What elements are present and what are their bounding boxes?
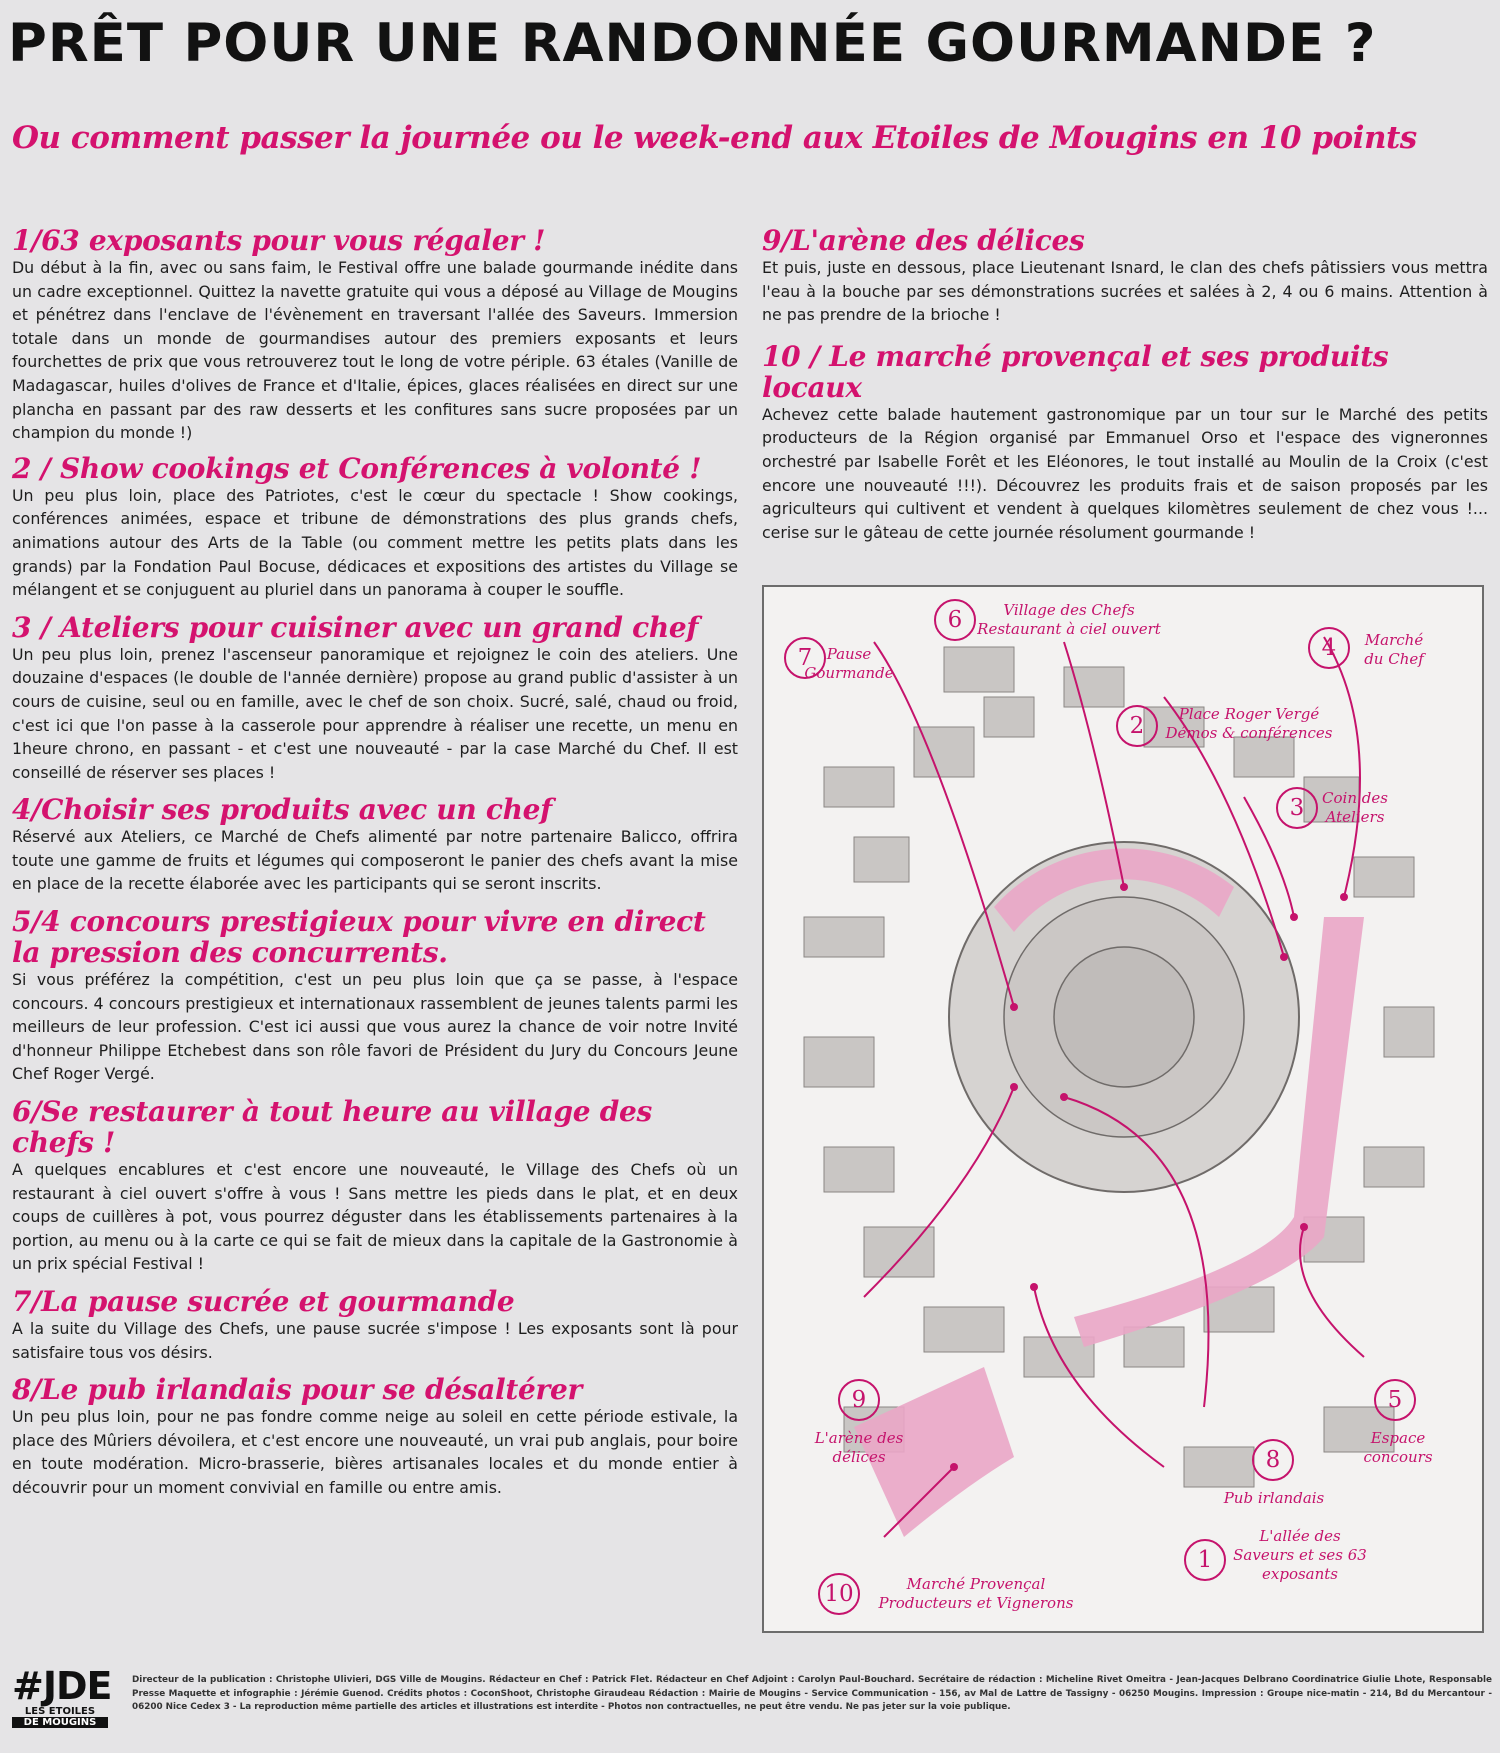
map-label-7: Pause Gourmande (804, 645, 894, 682)
page-subtitle: Ou comment passer la journée ou le week-end aux Etoiles de Mougins en 10 points (12, 120, 1417, 156)
section-text: Du début à la fin, avec ou sans faim, le Festival offre une balade gourmande inédite dans un cadre exceptionnel. Quittez la navette gratuite qui vous a déposé au Village de Mougins et pénétrez dans l'enclave de l'évènement en traversant l'allée des Saveurs. Immersion totale dans un monde de gourmandises autour des premiers exposants et leurs fourchettes de prix que vous retrouverez tout le long de votre périple. 63 étales (Vanille de Madagascar, huiles d'olives de France et d'Italie, épices, glaces réalisées en direct sur une plancha en passant par des raw desserts et les confitures sans sucre proposées par un champion du monde !) (12, 258, 738, 443)
map-marker-2: 2 (1116, 705, 1158, 747)
right-column (762, 225, 1488, 544)
section-10 (762, 341, 1488, 545)
logo-text: #JDE (12, 1664, 112, 1708)
section-text: Un peu plus loin, place des Patriotes, c'est le cœur du spectacle ! Show cookings, conférences animées, espace et tribune de démonstrations des plus grands chefs, animations autour des Arts de la Table (ou comment mettre les petits plats dans les grands) par la Fondation Paul Bocuse, dédicaces et expositions des artistes du Village se mélangent et se conjuguent au pluriel dans un panorama à couper le souffle. (12, 485, 738, 600)
section-heading: 8/Le pub irlandais pour se désaltérer (12, 1373, 582, 1407)
map-marker-10: 10 (818, 1573, 860, 1615)
section-heading: 4/Choisir ses produits avec un chef (12, 793, 552, 827)
section-2 (12, 453, 738, 602)
map-marker-9: 9 (838, 1379, 880, 1421)
section-4 (12, 794, 738, 896)
left-column (12, 225, 738, 1500)
section-6 (12, 1096, 738, 1276)
section-9 (762, 225, 1488, 327)
section-heading: 3 / Ateliers pour cuisiner avec un grand chef (12, 610, 699, 644)
section-8 (12, 1374, 738, 1499)
map-marker-6: 6 (934, 599, 976, 641)
section-text: Réservé aux Ateliers, ce Marché de Chefs alimenté par notre partenaire Balicco, offrira toute une gamme de fruits et légumes qui composeront le panier des chefs avant la mise en place de la recette élaborée avec les participants qui se seront inscrits. (12, 827, 738, 894)
map-marker-1: 1 (1184, 1539, 1226, 1581)
section-heading: 10 / Le marché provençal et ses produits locaux (762, 339, 1389, 404)
section-7 (12, 1286, 738, 1364)
section-heading: 9/L'arène des délices (762, 224, 1085, 257)
footer-credits: Directeur de la publication : Christophe Ulivieri, DGS Ville de Mougins. Rédacteur en Chef : Patrick Flet. Rédacteur en Chef Adjoint : Carolyn Paul-Bouchard. Secrétaire de rédaction : Micheline Rivet Omeitra - Jean-Jacques Delbrano Coordinatrice Giulie Lhote, Responsable Presse Maquette et infographie : Jérémie Guenod. Crédits photos : CoconShoot, Christophe Giraudeau Rédaction : Mairie de Mougins - Service Communication - 156, av Mal de Lattre de Tassigny - 06250 Mougins. Impression : Groupe nice-matin - 214, Bd du Mercantour - 06200 Nice Cedex 3 - La reproduction même partielle des articles et illustrations est interdite - Photos non contractuelles, ne peut être vendu. Ne pas jeter sur la voie publique. (132, 1675, 1492, 1712)
map-label-9: L'arène des délices (814, 1429, 904, 1466)
logo-line-1: LES ETOILES (24, 1706, 96, 1717)
page-title: PRÊT POUR UNE RANDONNÉE GOURMANDE ? (8, 13, 1377, 74)
map-label-1: L'allée des Saveurs et ses 63 exposants (1233, 1527, 1367, 1583)
section-text: Un peu plus loin, pour ne pas fondre comme neige au soleil en cette période estivale, la place des Mûriers dévoilera, et c'est encore une nouveauté, un vrai pub anglais, pour boire en toute modération. Micro-brasserie, bières artisanales locales et du monde entier à découvrir pour un moment convivial en famille ou entre amis. (12, 1407, 738, 1497)
section-heading: 1/63 exposants pour vous régaler ! (12, 224, 546, 257)
section-text: Et puis, juste en dessous, place Lieutenant Isnard, le clan des chefs pâtissiers vous mettra l'eau à la bouche par ses démonstrations sucrées et salées à 2, 4 ou 6 mains. Attention à ne pas prendre de la brioche ! (762, 258, 1488, 325)
logo-line-2: DE MOUGINS (12, 1717, 108, 1728)
section-text: Si vous préférez la compétition, c'est un peu plus loin que ça se passe, à l'espace concours. 4 concours prestigieux et internationaux rassemblent de jeunes talents parmi les meilleurs de leur profession. C'est ici aussi que vous aurez la chance de voir notre Invité d'honneur Philippe Etchebest dans son rôle favori de Président du Jury du Concours Jeune Chef Roger Vergé. (12, 970, 738, 1084)
section-text: A quelques encablures et c'est encore une nouveauté, le Village des Chefs où un restaurant à ciel ouvert s'offre à vous ! Sans mettre les pieds dans le plat, et en deux coups de cuillères à pot, vous pourrez déguster dans les établissements partenaires à la portion, au menu ou à la carte ce qui se fait de mieux dans la capitale de la Gastronomie à un prix spécial Festival ! (12, 1160, 738, 1274)
section-heading: 2 / Show cookings et Conférences à volonté ! (12, 451, 702, 485)
map-marker-4: 4 (1308, 627, 1350, 669)
map-label-2: Place Roger Vergé Démos & conférences (1165, 705, 1333, 742)
map-marker-5: 5 (1374, 1379, 1416, 1421)
jde-logo (12, 1666, 112, 1728)
section-1 (12, 225, 738, 445)
map-label-8: Pub irlandais (1223, 1489, 1325, 1507)
section-3 (12, 612, 738, 785)
map-marker-7: 7 (784, 637, 826, 679)
section-text: Achevez cette balade hautement gastronomique par un tour sur le Marché des petits producteurs de la Région organisé par Emmanuel Orso et l'espace des vigneronnes orchestré par Isabelle Forêt et les Eléonores, le tout installé au Moulin de la Croix (c'est encore une nouveauté !!!). Découvrez les produits frais et de saison proposés par les agriculteurs qui cultivent et vendent à quelques kilomètres seulement de chez vous !... cerise sur le gâteau de cette journée résolument gourmande ! (762, 404, 1488, 542)
map-label-4: Marché du Chef (1364, 631, 1424, 668)
section-heading: 7/La pause sucrée et gourmande (12, 1285, 515, 1318)
section-text: Un peu plus loin, prenez l'ascenseur panoramique et rejoignez le coin des ateliers. Une douzaine d'espaces (le double de l'année dernière) propose au grand public d'assister à un cours de cuisine, seul ou en famille, avec le chef de son choix. Sucré, salé, chaud ou froid, c'est ici que l'on passe à la casserole pour apprendre à réaliser une recette, un menu en 1heure chrono, en passant - et c'est une nouveauté - par la case Marché du Chef. Il est conseillé de réserver ses places ! (12, 644, 738, 782)
map-label-10: Marché Provençal Producteurs et Vignerons (878, 1575, 1074, 1612)
section-text: A la suite du Village des Chefs, une pause sucrée s'impose ! Les exposants sont là pour satisfaire tous vos désirs. (12, 1319, 738, 1362)
map-label-3: Coin des Ateliers (1322, 789, 1388, 826)
section-heading: 6/Se restaurer à tout heure au village des chefs ! (12, 1095, 652, 1160)
map-label-6: Village des Chefs Restaurant à ciel ouvert (977, 601, 1161, 638)
map-illustration (764, 587, 1484, 1633)
map-label-5: Espace concours (1363, 1429, 1433, 1466)
village-map (762, 585, 1484, 1633)
map-marker-8: 8 (1252, 1439, 1294, 1481)
section-heading: 5/4 concours prestigieux pour vivre en direct la pression des concurrents. (12, 905, 706, 970)
section-5 (12, 906, 738, 1086)
map-marker-3: 3 (1276, 787, 1318, 829)
